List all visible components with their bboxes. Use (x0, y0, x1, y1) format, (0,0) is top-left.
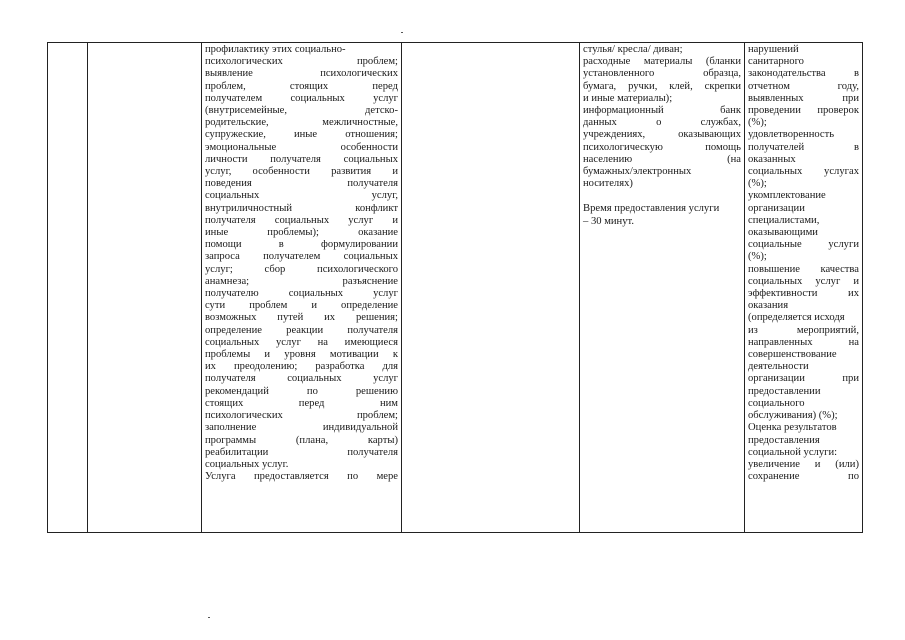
text-line: супружеские, иные отношения; (205, 129, 398, 141)
text-line: и иные материалы); (583, 92, 673, 104)
text-line: социальных услугах (748, 166, 859, 178)
text-line: носителях) (583, 178, 633, 190)
text-line: бумажных/электронных (583, 166, 692, 178)
text-line: стоящих перед ним (205, 397, 398, 409)
text-line: получателя социальных услуг (205, 373, 398, 385)
text-line: укомплектование (748, 190, 826, 202)
text-line: санитарного (748, 56, 804, 68)
text-line: помощи в формулировании (205, 239, 398, 251)
text-line: социальные услуги (748, 239, 859, 251)
text-line: Услуга предоставляется по мере (205, 471, 398, 483)
text-line: оказывающими (748, 227, 818, 239)
table-row (48, 43, 863, 533)
text-line: предоставлении (748, 385, 821, 397)
text-line: (%); (748, 251, 767, 263)
text-line: (внутрисемейные, детско- (205, 105, 398, 117)
quality-indicators-cell (745, 43, 863, 533)
text-line: повышение качества (748, 263, 859, 275)
text-line: удовлетворенность (748, 129, 835, 141)
text-line: информационный банк (583, 105, 741, 117)
text-line: населению (на (583, 153, 741, 165)
text-line: заполнение индивидуальной (205, 422, 398, 434)
text-line: организации (748, 202, 805, 214)
service-time-text (580, 202, 744, 227)
number-cell (48, 43, 88, 533)
text-line: сути проблем и определение (205, 300, 398, 312)
text-line: профилактику этих социально- (205, 44, 346, 55)
text-line: их преодолению; разработка для (205, 361, 398, 373)
service-conditions-text (580, 43, 744, 190)
text-line: получателя социальных услуг и (205, 214, 398, 226)
text-line: программы (плана, карты) (205, 434, 398, 446)
text-line: (определяется исходя (748, 312, 845, 324)
text-line: поведения получателя (205, 178, 398, 190)
text-line: оказания (748, 300, 789, 312)
text-line: социальных услуг на имеющиеся (205, 336, 398, 348)
text-line: анамнеза; разъяснение (205, 275, 398, 287)
text-line: проблемы и уровня мотивации к (205, 349, 398, 361)
text-line: установленного образца, (583, 68, 741, 80)
text-line: стулья/ кресла/ диван; (583, 44, 683, 55)
text-line: специалистами, (748, 214, 820, 226)
text-line: определение реакции получателя (205, 324, 398, 336)
text-line: из мероприятий, (748, 324, 859, 336)
text-line: эффективности их (748, 288, 859, 300)
text-line: получателем социальных услуг (205, 92, 398, 104)
service-description-cell (202, 43, 402, 533)
text-line: бумага, ручки, клей, скрепки (583, 80, 741, 92)
text-line: – 30 минут. (583, 215, 635, 227)
text-line: социальных услуг, (205, 190, 398, 202)
text-line: личности получателя социальных (205, 153, 398, 165)
service-name-cell (88, 43, 202, 533)
text-line: психологических проблем; (205, 56, 398, 68)
quality-indicators-text (745, 43, 862, 483)
text-line: психологическую помощь (583, 141, 741, 153)
text-line: нарушений (748, 44, 799, 55)
text-line: реабилитации получателя (205, 446, 398, 458)
text-line: данных о службах, (583, 117, 741, 129)
text-line: (%); (748, 178, 767, 190)
text-line: внутриличностный конфликт (205, 202, 398, 214)
text-line: оказанных (748, 153, 796, 165)
text-line: обслуживания) (%); (748, 410, 838, 422)
text-line: совершенствование (748, 349, 837, 361)
text-line: направленных на (748, 336, 859, 348)
text-line: (%); (748, 117, 767, 129)
service-description-text (202, 43, 401, 483)
text-line: законодательства в (748, 68, 859, 80)
text-line: выявление психологических (205, 68, 398, 80)
text-line: деятельности (748, 361, 809, 373)
text-line: расходные материалы (бланки (583, 56, 741, 68)
text-line: услуг, особенности развития и (205, 166, 398, 178)
text-line: иные проблемы); оказание (205, 227, 398, 239)
text-line: Время предоставления услуги (583, 203, 720, 215)
service-conditions-cell (580, 43, 745, 533)
text-line: услуг; сбор психологического (205, 263, 398, 275)
text-line: социальной услуги: (748, 446, 838, 458)
text-line: психологических проблем; (205, 410, 398, 422)
text-line: выявленных при (748, 92, 859, 104)
text-line: социальных услуг и (748, 275, 859, 287)
services-table (47, 42, 863, 533)
text-line: возможных путей их решения; (205, 312, 398, 324)
text-line: получателю социальных услуг (205, 288, 398, 300)
text-line: предоставления (748, 434, 820, 446)
text-line: организации при (748, 373, 859, 385)
text-line: социального (748, 397, 805, 409)
text-line: проведении проверок (748, 105, 859, 117)
text-line: Оценка результатов (748, 422, 837, 434)
text-line: увеличение и (или) (748, 458, 859, 470)
scan-speck (208, 617, 210, 618)
text-line: социальных услуг. (205, 458, 289, 470)
text-line: рекомендаций по решению (205, 385, 398, 397)
scan-speck (401, 32, 403, 33)
text-line: эмоциональные особенности (205, 141, 398, 153)
text-line: учреждениях, оказывающих (583, 129, 741, 141)
text-line: получателей в (748, 141, 859, 153)
text-line: отчетном году, (748, 80, 859, 92)
text-line: родительские, межличностные, (205, 117, 398, 129)
text-line: запроса получателем социальных (205, 251, 398, 263)
text-line: сохранение по (748, 471, 859, 483)
service-volume-cell (402, 43, 580, 533)
text-line: проблем, стоящих перед (205, 80, 398, 92)
